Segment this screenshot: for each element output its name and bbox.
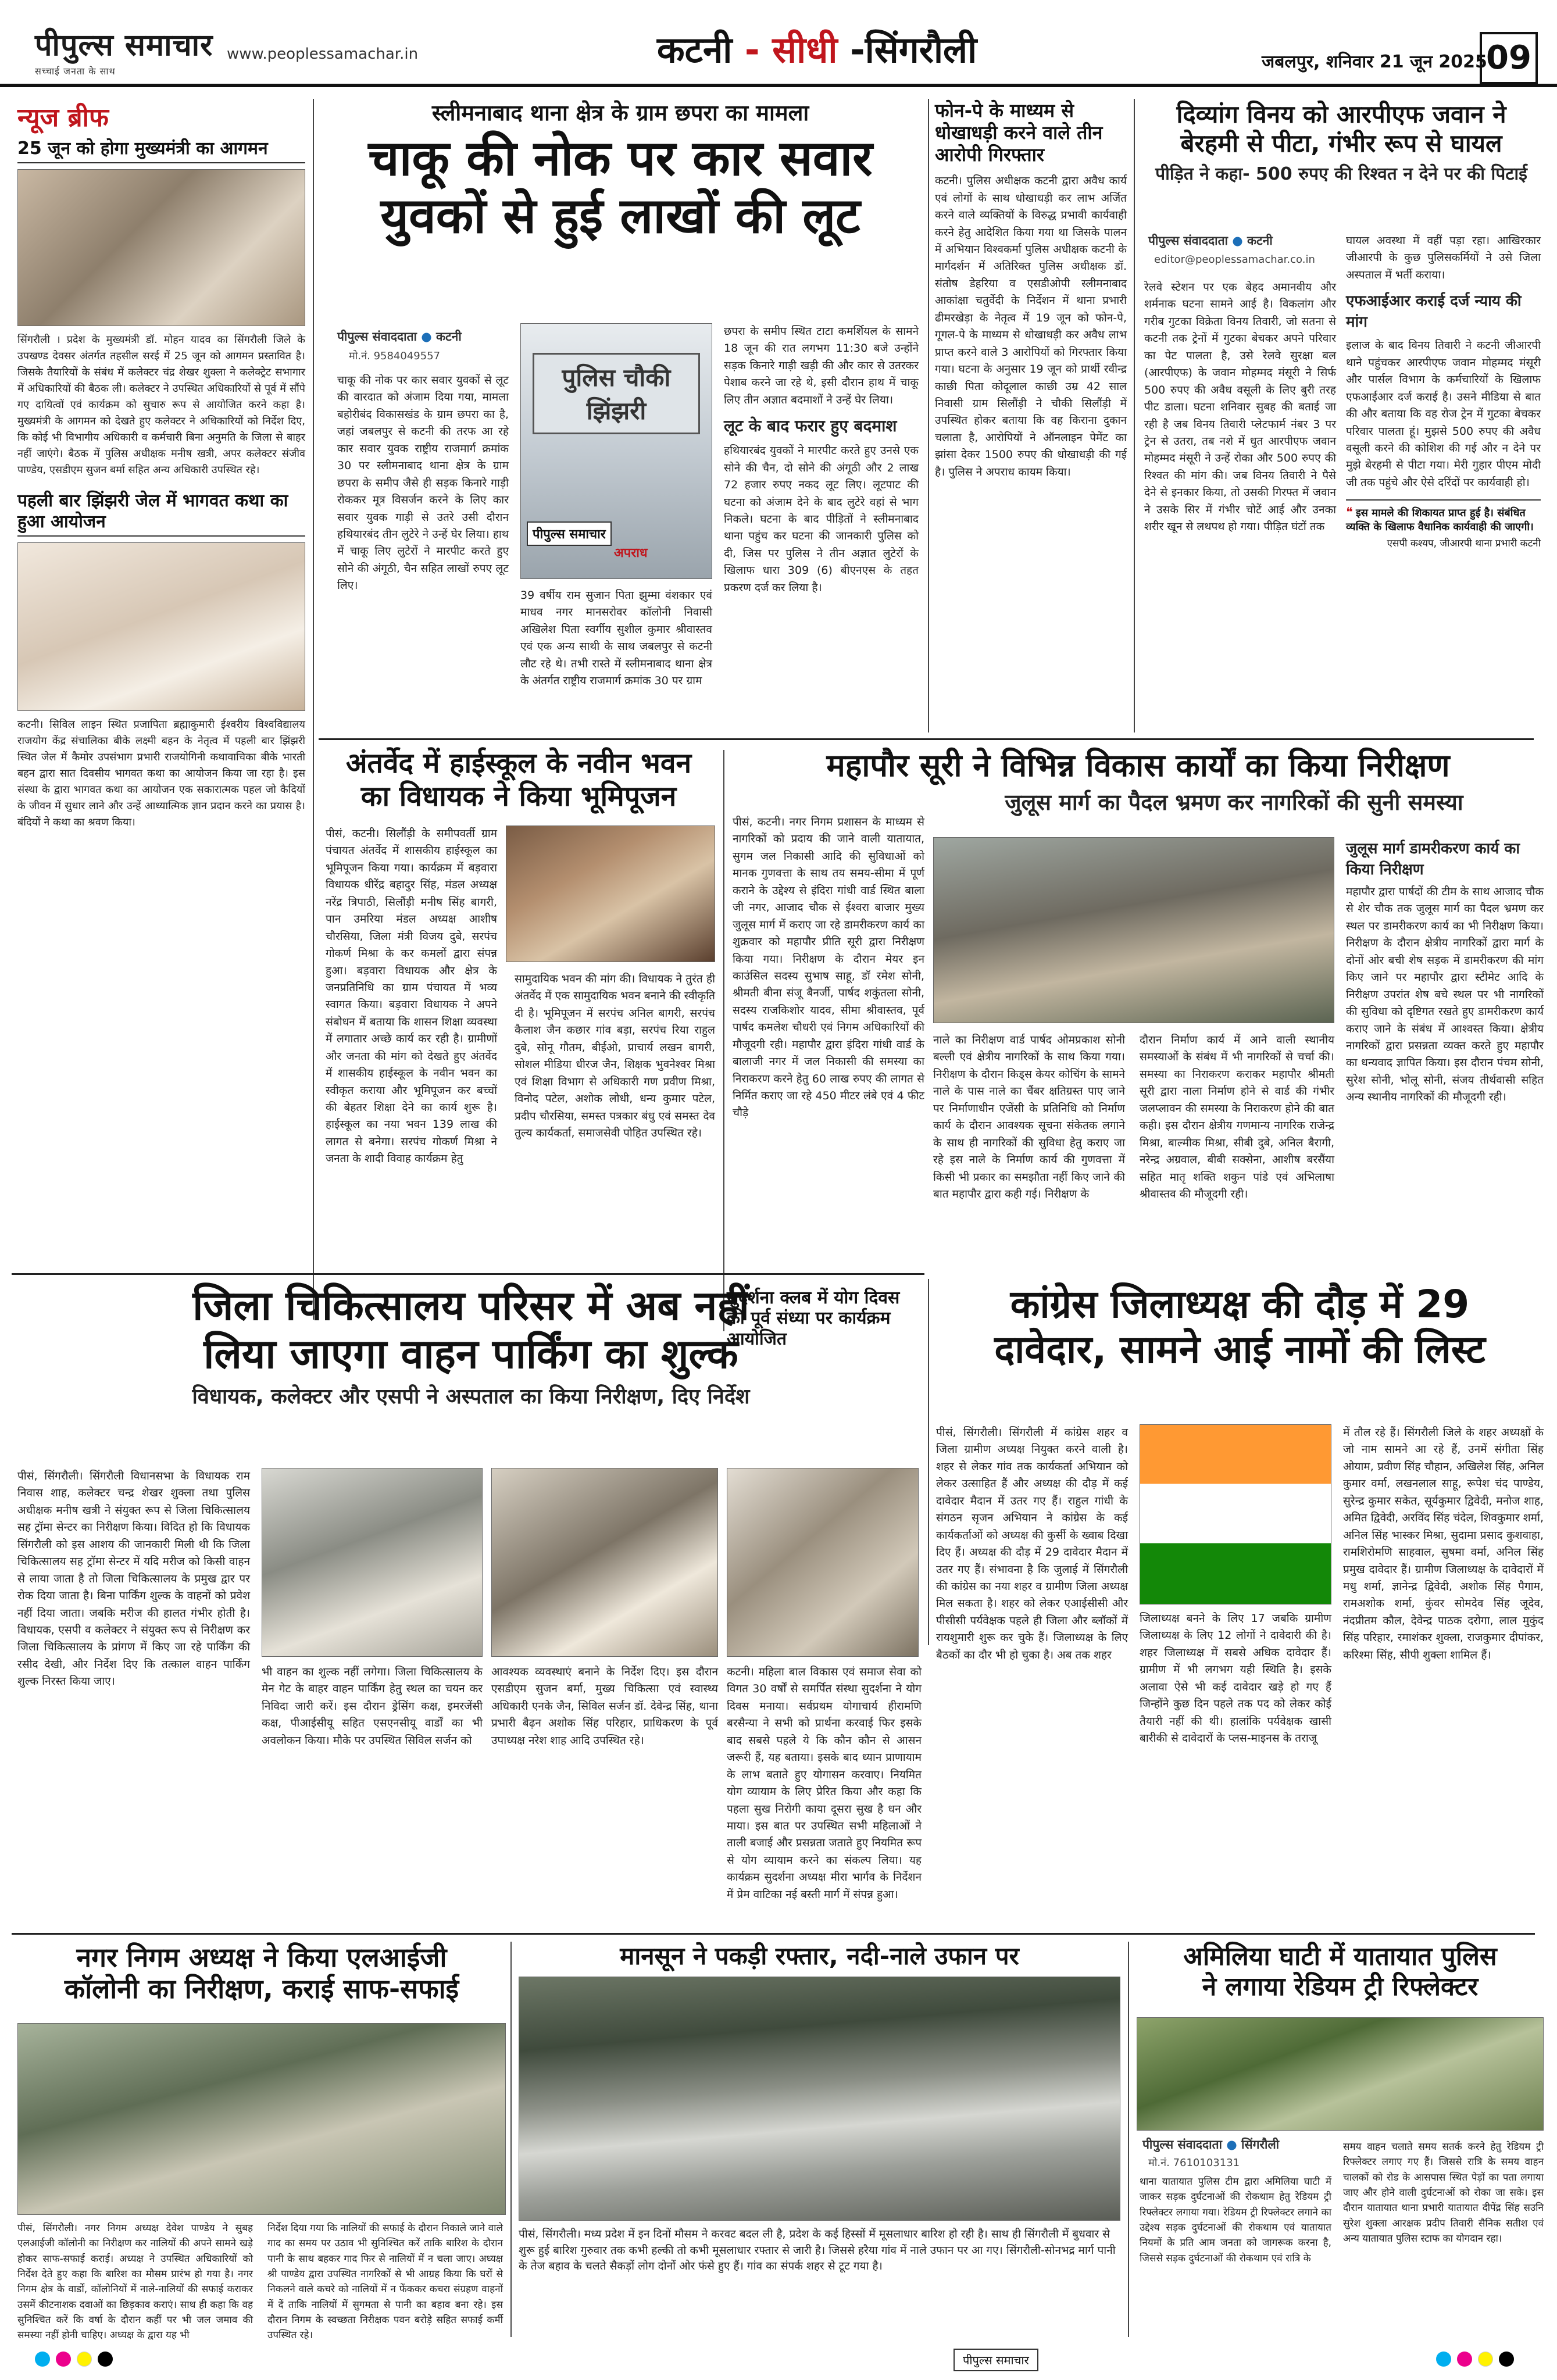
lig-colony-photo bbox=[17, 2023, 506, 2215]
phonepe-body: कटनी। पुलिस अधीक्षक कटनी द्वारा अवैध कार्य एवं लोगों के साथ धोखाधड़ी कर लाभ अर्जित करने वाले व्यक्तियों के विरुद्ध प्रभावी कार्यवाही करने हेतु आदेशित किया गया था जिसके पालन में अभियान विश्वकर्मा पुलिस अधीक्षक कटनी के मार्गदर्शन में अतिरिक्त पुलिस अधीक्षक डॉ. संतोष डेहरिया व एसडीओपी स्लीमनाबाद आकांक्षा चतुर्वेदी के निर्देशन में थाना प्रभारी ढीमरखेड़ा के नेतृत्व में 19 जून को फोन-पे, गूगल-पे के माध्यम से धोखाधड़ी कर अवैध लाभ प्राप्त करने वाले 3 आरोपियों को गिरफ्तार किया गया। घटना के अनुसार 19 जून को प्रार्थी रवीन्द्र काछी पिता कोदूलाल काछी उम्र 42 साल निवासी ग्राम सिलौंड़ी ने चौकी सिलौंड़ी में उपस्थित होकर बताया कि वह किराना दुकान चलाता है, आरोपियों ने ऑनलाइन पेमेंट का झांसा देकर 1500 रुपए की धोखाधड़ी की गई है। पुलिस ने अपराध कायम किया। bbox=[935, 174, 1127, 478]
mayor-col-1: पीसं, कटनी। नगर निगम प्रशासन के माध्यम से नागरिकों को प्रदाय की जाने वाली यातायात, सुगम जल निकासी आदि की सुविधाओं को मानक गुणवत्ता के साथ तय समय-सीमा में पूर्ण कराने के उद्देश्य से इंदिरा गांधी वार्ड स्थित बाला जी नगर, आजाद चौक से ईश्वरा बाजार मुख्य जुलूस मार्ग में कराए जा रहे डामरीकरण कार्य का शुक्रवार को महापौर प्रीति सूरी द्वारा निरीक्षण किया गया। निरीक्षण के दौरान मेयर इन काउंसिल सदस्य सुभाष साहू, डॉ रमेश सोनी, श्रीमती बीना संजू बैनर्जी, पार्षद शकुंतला सोनी, सदस्य राजकिशोर यादव, सीमा श्रीवास्तव, पूर्व पार्षद कमलेश चौधरी एवं निगम अधिकारियों की मौजूदगी रही। महापौर द्वारा इंदिरा गांधी वार्ड के बालाजी नगर में जल निकासी की समस्या का निराकरण करने हेतु 60 लाख रुपए की लागत से निर्मित कराए जा रहे 450 मीटर लंबे एवं 4 फीट चौड़े bbox=[733, 816, 924, 1120]
divyang-headline-2: बेरहमी से पीटा, गंभीर रूप से घायल bbox=[1180, 128, 1502, 158]
city-katni: कटनी bbox=[657, 28, 733, 71]
phonepe-headline: फोन-पे के माध्यम से धोखाधड़ी करने वाले तीन आरोपी गिरफ्तार bbox=[935, 99, 1103, 166]
amiliya-headline-2: ने लगाया रेडियम ट्री रिफ्लेक्टर bbox=[1202, 1971, 1479, 2002]
mayor-side-title: जुलूस मार्ग डामरीकरण कार्य का किया निरीक्षण bbox=[1346, 840, 1520, 878]
cmyk-magenta-dot bbox=[1457, 2352, 1472, 2367]
loot-story bbox=[321, 100, 920, 245]
congress-col-3: में तौल रहे हैं। सिंगरौली जिले के शहर अध्यक्षों के जो नाम सामने आ रहे हैं, उनमें संगीता सिंह ओयाम, प्रवीण सिंह चौहान, अखिलेश सिंह, अनिल कुमार वर्मा, लखनलाल साहू, रूपेश चंद पाण्डेय, सुरेन्द्र कुमार सकेत, सूर्यकुमार द्विवेदी, मनोज शाह, अमित द्विवेदी, अरविंद सिंह चंदेल, शिवकुमार शर्मा, अनिल सिंह भास्कर मिश्रा, सुदामा प्रसाद कुशवाहा, रामशिरोमणि साहवाल, सुषमा वर्मा, अनिल सिंह प्रमुख दावेदार हैं। ग्रामीण जिलाध्यक्ष के दावेदारों में मधु शर्मा, ज्ञानेन्द्र द्विवेदी, अशोक सिंह पैगाम, रामअशोक शर्मा, कुंवर सोमदेव सिंह जूदेव, नंदप्रीतम कौल, देवेन्द्र पाठक दरोगा, लाल मुकुंद सिंह परिहार, रमाशंकर शुक्ला, राजकुमार दीपांकर, करिश्मा सिंह, सीपी शुक्ला शामिल हैं। bbox=[1343, 1426, 1544, 1661]
loot-byline: पीपुल्स संवाददाता ● कटनी bbox=[337, 330, 462, 344]
column-divider bbox=[510, 1942, 512, 2337]
footer-tag: पीपुल्स समाचार bbox=[954, 2349, 1038, 2371]
congress-flag-photo bbox=[1140, 1424, 1331, 1604]
news-brief bbox=[17, 99, 305, 830]
meeting-photo bbox=[17, 169, 305, 326]
divyang-headline-1: दिव्यांग विनय को आरपीएफ जवान ने bbox=[1176, 100, 1506, 128]
mayor-subhead: जुलूस मार्ग का पैदल भ्रमण कर नागरिकों की सुनी समस्या bbox=[1005, 789, 1463, 815]
cmyk-magenta-dot bbox=[56, 2352, 71, 2367]
loot-headline-1: चाकू की नोक पर कार सवार bbox=[368, 129, 873, 187]
masthead bbox=[0, 0, 1557, 87]
brief-1-title: 25 जून को होगा मुख्यमंत्री का आगमन bbox=[17, 138, 305, 163]
amiliya-mobile: मो.नं. 7610103131 bbox=[1148, 2157, 1240, 2169]
hospital-photo-1 bbox=[262, 1468, 483, 1657]
police-chowki-photo bbox=[520, 323, 712, 579]
cmyk-black-dot bbox=[98, 2352, 113, 2367]
amiliya-col-2: समय वाहन चलाते समय सतर्क करने हेतु रेडियम ट्री रिफ्लेक्टर लगाए गए हैं। जिससे रात्रि के समय वाहन चालकों को रोड के आसपास स्थित पेड़ों का पता लगाया जाए और होने वाली दुर्घटनाओं को रोका जा सके। इस दौरान यातायात थाना प्रभारी यातायात दीपेंद्र सिंह सउनि सुरेश शुक्ला आरक्षक प्रदीप तिवारी सैनिक सतीश एवं अन्य यातायात पुलिस स्टाफ का योगदान रहा। bbox=[1343, 2141, 1544, 2245]
divyang-subhead: पीड़ित ने कहा- 500 रुपए की रिश्वत न देने पर की पिटाई bbox=[1155, 164, 1527, 185]
hospital-headline-2: लिया जाएगा वाहन पार्किंग का शुल्क bbox=[203, 1330, 738, 1378]
bhagwat-katha-photo bbox=[17, 542, 305, 711]
divyang-quote: ❝ इस मामले की शिकायत प्राप्त हुई है। संबंधित व्यक्ति के खिलाफ वैधानिक कार्यवाही की जाएगी। एसपी कश्यप, जीआरपी थाना प्रभारी कटनी bbox=[1346, 499, 1541, 549]
tree-reflector-photo bbox=[1137, 2017, 1544, 2131]
hospital-subhead: विधायक, कलेक्टर और एसपी ने अस्पताल का किया निरीक्षण, दिए निर्देश bbox=[192, 1385, 750, 1409]
hospital-col-2: भी वाहन का शुल्क नहीं लगेगा। जिला चिकित्सालय के मेन गेट के बाहर वाहन पार्किंग हेतु स्थल का चयन कर निविदा जारी करें। इस दौरान ड्रेसिंग कक्ष, इमरजेंसी कक्ष, पीआईसीयू सहित एसएनसीयू वार्डों का भी अवलोकन किया। मौके पर उपस्थित सिविल सर्जन को bbox=[262, 1666, 483, 1747]
cmyk-black-dot bbox=[1499, 2352, 1514, 2367]
divyang-email[interactable]: editor@peoplessamachar.co.in bbox=[1154, 253, 1315, 266]
photo-tag: पीपुल्स समाचार bbox=[527, 521, 612, 546]
mayor-col-3: दौरान निर्माण कार्य में आने वाली स्थानीय समस्याओं के संबंध में भी नागरिकों से चर्चा की। समस्या का निराकरण कराकर महापौर श्रीमती सूरी द्वारा नाला निर्माण होने से वार्ड की गंभीर जलप्लावन की समस्या के निराकरण होने की बात कही। इस दौरान क्षेत्रीय गणमान्य नागरिक राजेन्द्र मिश्रा, बाल्मीक मिश्रा, सीबी दुबे, अनिल बैरागी, नरेन्द्र अग्रवाल, बीबी सक्सेना, आशीष बरसैंया सहित मातृ शक्ति शकुन पांडे एवं अभिलाषा श्रीवास्तव की मौजूदगी रही। bbox=[1140, 1034, 1334, 1200]
yoga-body: कटनी। महिला बाल विकास एवं समाज सेवा को विगत 30 वर्षों से समर्पित संस्था सुदर्शना ने योग दिवस मनाया। सर्वप्रथम योगाचार्य हीरामणि बरसैन्या ने सभी को प्रार्थना करवाई फिर इसके बाद सबसे पहले ये कि कौन कौन से आसन जरूरी हैं, यह बताया। इसके बाद ध्यान प्राणायाम के लाभ बताते हुए योगासन करवाए। नियमित योग व्यायाम के लिए प्रेरित किया और कहा कि पहला सुख निरोगी काया दूसरा सुख है धन और माया। इस बात पर उपस्थित सभी महिलाओं ने ताली बजाई और प्रसन्नता जताते हुए नियमित रूप से योग व्यायाम करने का संकल्प लिया। यह कार्यक्रम सुदर्शना अध्यक्ष मीरा भार्गव के निर्देशन में प्रेम वाटिका नई बस्ती मार्ग में संपन्न हुआ। bbox=[727, 1666, 922, 1901]
school-story bbox=[321, 747, 716, 813]
page-number: 09 bbox=[1480, 32, 1538, 84]
monsoon-headline: मानसून ने पकड़ी रफ्तार, नदी-नाले उफान पर bbox=[620, 1942, 1019, 1970]
column-divider bbox=[1128, 1942, 1129, 2337]
school-headline-1: अंतर्वेद में हाईस्कूल के नवीन भवन bbox=[345, 747, 692, 780]
mayor-story bbox=[733, 747, 1544, 817]
amiliya-col-1: थाना यातायात पुलिस टीम द्वारा अमिलिया घाटी में जाकर सड़क दुर्घटनाओं की रोकथाम हेतु रेडियम ट्री रिफ्लेक्टर लगाया गया। रेडियम ट्री रिफ्लेक्टर लगाने का उद्देश्य सड़क दुर्घटनाओं की रोकथाम एवं यातायात नियमों के प्रति आम जनता को जागरूक करना है, जिससे सड़क दुर्घटनाओं की रोकथाम एवं रात्रि के bbox=[1140, 2176, 1331, 2264]
congress-col-1: पीसं, सिंगरौली। सिंगरौली में कांग्रेस शहर व जिला ग्रामीण अध्यक्ष नियुक्त करने वाली है। शहर से लेकर गांव तक कार्यकर्ता अभियान को लेकर उत्साहित हैं और अध्यक्ष की दौड़ में कई दावेदार मैदान में उतर गए हैं। राहुल गांधी के संगठन सृजन अभियान ने कांग्रेस के कई कार्यकर्ताओं को अध्यक्ष की कुर्सी के ख्वाब दिखा दिए हैं। अध्यक्ष की दौड़ में 29 दावेदार मैदान में उतर गए हैं। संभावना है कि जुलाई में सिंगरौली की कांग्रेस का नया शहर व ग्रामीण जिला अध्यक्ष मिल सकता है। शहर को लेकर एआईसीसी और पीसीसी पर्यवेक्षक पहले ही जिला और ब्लॉकों में रायशुमारी शुरू कर चुके हैं। जिलाध्यक्ष के लिए बैठकों का दौर भी हो चुका है। अब तक शहर bbox=[936, 1426, 1128, 1661]
divyang-col-1: रेलवे स्टेशन पर एक बेहद अमानवीय और शर्मनाक घटना सामने आई है। विकलांग और गरीब गुटका विक्रेता विनय तिवारी, जो सतना से कटनी तक ट्रेनों में गुटका बेचकर अपने परिवार का पेट पालता है, उसे रेलवे सुरक्षा बल (आरपीएफ) के जवान मोहम्मद मंसूरी ने सिर्फ 500 रुपए की अवैध वसूली के लिए बुरी तरह पीट डाला। घटना शनिवार सुबह की बताई जा रही है जब विनय तिवारी प्लेटफार्म नंबर 3 पर ट्रेन से उतरा, तब नशे में धुत आरपीएफ जवान मोहम्मद मंसूरी ने उन्हें रोका और 500 रुपए की रिश्वत की मांग की। जब विनय तिवारी ने पैसे देने से इनकार किया, तो उसकी गिरफ्त में जवान ने उसके सिर में गंभीर चोटें आई और उनका शरीर खून से लथपथ हो गया। पीड़ित घंटों तक bbox=[1144, 281, 1336, 534]
quote-icon: ❝ bbox=[1346, 505, 1353, 520]
dateline: जबलपुर, शनिवार 21 जून 2025 bbox=[1262, 52, 1487, 72]
school-col-2: सामुदायिक भवन की मांग की। विधायक ने तुरंत ही अंतर्वेद में एक सामुदायिक भवन बनाने की स्वीकृति दी है। भूमिपूजन में सरपंच अनिल बागरी, सरपंच कैलाश जैन कछार गांव बड़ा, सरपंच रिया राहुल दुबे, सोनू गौतम, बीईओ, प्राचार्य लखन बागरी, सोशल मीडिया धीरज जैन, शिक्षक भुवनेश्वर मिश्रा एवं शिक्षा विभाग से अधिकारी गण प्रवीण मिश्रा, विनोद पटेल, अशोक लोधी, धन्य कुमार पटेल, प्रदीप चौरसिया, समस्त पत्रकार बंधु एवं समस्त देव तुल्य कार्यकर्ता, समाजसेवी पोहित उपस्थित रहे। bbox=[515, 973, 715, 1139]
city-singrauli: सिंगरौली bbox=[865, 28, 977, 71]
edition-cities: कटनी - सीधी -सिंगरौली bbox=[657, 28, 977, 71]
loot-mobile: मो.नं. 9584049557 bbox=[349, 350, 441, 362]
mayor-side bbox=[1346, 837, 1544, 1106]
website-link[interactable]: www.peoplessamachar.in bbox=[227, 45, 419, 63]
loot-subhead: लूट के बाद फरार हुए बदमाश bbox=[724, 416, 897, 436]
hospital-col-1: पीसं, सिंगरौली। सिंगरौली विधानसभा के विधायक राम निवास शाह, कलेक्टर चन्द्र शेखर शुक्ला तथा पुलिस अधीक्षक मनीष खत्री ने संयुक्त रूप से जिला चिकित्सालय सह ट्रॉमा सेन्टर का निरीक्षण किया। विदित हो कि विधायक सिंगरौली को इस आशय की जानकारी मिली थी कि जिला चिकित्सालय सह ट्रॉमा सेन्टर में यदि मरीज को किसी वाहन से लाया जाता है तो जिला चिकित्सालय के प्रमुख द्वार पर रोक दिया जाता है। बिना पार्किंग शुल्क के वाहनों को प्रवेश नहीं दिया जाता। जबकि मरीज की हालत गंभीर होती है। विधायक, एसपी व कलेक्टर ने संयुक्त रूप से निरीक्षण कर जिला चिकित्सालय के प्रांगण में किए जा रहे पार्किंग की रसीद देखी, और निर्देश दिए कि तत्काल वाहन पार्किंग शुल्क निरस्त किया जाए। bbox=[17, 1470, 250, 1688]
column-divider bbox=[928, 99, 929, 732]
divyang-col-2: घायल अवस्था में वहीं पड़ा रहा। आखिरकार जीआरपी के कुछ पुलिसकर्मियों ने उसे जिला अस्पताल में भर्ती कराया। एफआईआर कराई दर्ज न्याय की मांग इलाज के बाद विनय तिवारी ने कटनी जीआरपी थाने पहुंचकर आरपीएफ जवान मोहम्मद मंसूरी और पार्सल विभाग के कर्मचारियों के खिलाफ एफआईआर दर्ज कराई है। उसने मीडिया से बात की और बताया कि वह रोज ट्रेन में गुटका बेचकर परिवार पालता हूं। मुझसे 500 रुपए की अवैध वसूली करने की कोशिश की गई और न देने पर मुझे बेरहमी से पीटा गया। मेरी गुहार पीएम मोदी जी तक पहुंचे और ऐसे दरिंदों पर कार्यवाही हो। ❝ इस मामले की शिकायत प्राप्त हुई है। संबंधित व्यक्ति के खिलाफ वैधानिक कार्यवाही की जाएगी। एसपी कश्यप, जीआरपी थाना प्रभारी कटनी bbox=[1346, 234, 1541, 550]
yoga-story-content bbox=[727, 1664, 922, 1903]
section-divider bbox=[319, 738, 1534, 740]
crime-label: अपराध bbox=[614, 546, 648, 560]
mayor-inspection-photo bbox=[933, 837, 1334, 1023]
amiliya-byline: पीपुल्स संवाददाता ● सिंगरौली bbox=[1142, 2138, 1280, 2152]
mayor-side-body: महापौर द्वारा पार्षदों की टीम के साथ आजाद चौक से शेर चौक तक जुलूस मार्ग का पैदल भ्रमण कर स्थल पर डामरीकरण कार्य का भी निरीक्षण किया। निरीक्षण के दौरान क्षेत्रीय नागरिकों द्वारा मार्ग के दोनों ओर बची शेष सड़क में डामरीकरण की मांग किए जाने पर महापौर द्वारा स्टीमेट आदि के निरीक्षण उपरांत शेष बचे स्थल पर भी नागरिकों की सुविधा को दृष्टिगत रखते हुए डामरीकरण कार्य कराए जाने के संबंध में आश्वस्त किया। क्षेत्रीय नागरिकों द्वारा प्रसन्नता व्यक्त करते हुए महापौर का धन्यवाद ज्ञापित किया। इस दौरान पंचम सोनी, सुरेश सोनी, भोलू सोनी, संजय तीर्थवासी सहित अन्य स्थानीय नागरिकों की मौजूदगी रही। bbox=[1346, 885, 1544, 1104]
city-sidhi: सीधी bbox=[772, 28, 838, 71]
congress-story bbox=[936, 1282, 1544, 1373]
brief-1-body: सिंगरौली । प्रदेश के मुख्यमंत्री डॉ. मोहन यादव का सिंगरौली जिले के उपखण्ड देवसर अंतर्गत तहसील सरई में 25 जून को आगमन प्रस्तावित है। जिसके तैयारियों के संबंध में कलेक्टर चंद्र शेखर शुक्ला ने कलेक्ट्रेट सभागार में अधिकारियों की बैठक ली। कलेक्टर ने उपस्थित अधिकारियों से पूर्व में सौंपे गए दायित्वों एवं कार्यक्रम को सुचारु रूप से आयोजित करने कहा है। मुख्यमंत्री के आगमन को देखते हुए कलेक्टर ने अधिकारियों को निर्देश दिए, कि कोई भी विभागीय अधिकारी व कर्मचारी बिना अनुमति के जिला से बाहर नहीं जाएंगे। बैठक में पुलिस अधीक्षक मनीष खत्री, अपर कलेक्टर संजीव पाण्डेय, एसडीएम सुजन बर्मा सहित अन्य अधिकारी उपस्थित रहे। bbox=[17, 334, 305, 476]
nagar-headline-1: नगर निगम अध्यक्ष ने किया एलआईजी bbox=[76, 1942, 447, 1973]
column-divider bbox=[723, 750, 724, 1331]
divyang-byline: पीपुल्स संवाददाता ● कटनी bbox=[1148, 234, 1273, 248]
hospital-photo-3 bbox=[727, 1468, 919, 1657]
brand-name: पीपुल्स समाचार bbox=[35, 28, 213, 63]
loot-col-2: 39 वर्षीय राम सुजान पिता झुम्मा वंशकार एवं माधव नगर मानसरोवर कॉलोनी निवासी अखिलेश पिता स्वर्गीय सुशील कुमार श्रीवास्तव एवं एक अन्य साथी के साथ जबलपुर से कटनी लौट रहे थे। तभी रास्ते में स्लीमनाबाद थाना क्षेत्र के अंतर्गत राष्ट्रीय राजमार्ग क्रमांक 30 पर ग्राम bbox=[520, 589, 712, 688]
congress-col-2: जिलाध्यक्ष बनने के लिए 17 जबकि ग्रामीण जिलाध्यक्ष के लिए 12 लोगों ने दावेदारी की है। शहर जिलाध्यक्ष में सबसे अधिक दावेदार हैं। ग्रामीण में भी लगभग यही स्थिति है। इसके अलावा ऐसे भी कई दावेदार खड़े हो गए हैं जिन्होंने कुछ दिन पहले तक पद को लेकर कोई तैयारी नहीं की थी। हालांकि पर्यवेक्षक खासी बारीकी से दावेदारों के प्लस-माइनस के तराजू bbox=[1140, 1612, 1331, 1745]
amiliya-story bbox=[1137, 1942, 1544, 2002]
nagar-headline-2: कॉलोनी का निरीक्षण, कराई साफ-सफाई bbox=[64, 1973, 459, 2005]
monsoon-story bbox=[519, 1942, 1120, 1971]
brand-logo bbox=[35, 23, 213, 77]
nagar-col-2: निर्देश दिया गया कि नालियों की सफाई के दौरान निकाले जाने वाले गाद का समय पर उठाव भी सुनिश्चित करें ताकि बारिश के दौरान पानी के साथ बहकर गाद फिर से नालियों में न चला जाए। अध्यक्ष श्री पाण्डेय द्वारा उपस्थित नागरिकों से भी आग्रह किया कि घरों से निकलने वाले कचरे को नालियों में न फेंककर कचरा संग्रहण वाहनों में दें ताकि नालियों में सुगमता से पानी का बहाव बना रहे। इस दौरान निगम के स्वच्छता निरीक्षक पवन बरोड़े सहित सफाई कर्मी उपस्थित रहे। bbox=[267, 2222, 503, 2342]
loot-kicker: स्लीमनाबाद थाना क्षेत्र के ग्राम छपरा का मामला bbox=[431, 100, 809, 126]
phonepe-story bbox=[935, 100, 1127, 481]
section-divider bbox=[12, 1933, 1535, 1935]
monsoon-body: पीसं, सिंगरौली। मध्य प्रदेश में इन दिनों मौसम ने करवट बदल ली है, प्रदेश के कई हिस्सों में मूसलाधार बारिश हो रही है। साथ ही सिंगरौली में बुधवार से शुरू हुई बारिश गुरुवार तक कभी हल्की तो कभी मूसलाधार रफ्तार से जारी है। जिससे हरैया गांव में नाले उफान पर आ गए। सिंगरौली-सोनभद्र मार्ग पानी के तेज बहाव के चलते सैकड़ों लोग दोनों ओर फंसे हुए हैं। गांव का संपर्क शहर से टूट गया है। bbox=[519, 2228, 1116, 2273]
nagar-col-1: पीसं, सिंगरौली। नगर निगम अध्यक्ष देवेश पाण्डेय ने सुबह एलआईजी कॉलोनी का निरीक्षण कर नालियों की अपने सामने खड़े होकर साफ-सफाई कराई। अध्यक्ष ने उपस्थित अधिकारियों को निर्देश देते हुए कहा कि बारिश का मौसम प्रारंभ हो गया है। नगर निगम क्षेत्र के वार्डों, कॉलोनियों में नाले-नालियों की सफाई कराकर उसमें कीटनाशक दवाओं का छिड़काव कराएं। साथ ही कहा कि वह सुनिश्चित करें कि वर्षा के दौरान कहीं पर भी जल जमाव की समस्या नहीं होनी चाहिए। अध्यक्ष के द्वारा यह भी bbox=[17, 2222, 253, 2342]
mayor-headline: महापौर सूरी ने विभिन्न विकास कार्यों का किया निरीक्षण bbox=[826, 747, 1450, 784]
brief-2-body: कटनी। सिविल लाइन स्थित प्रजापिता ब्रह्माकुमारी ईश्वरीय विश्वविद्यालय राजयोग केंद्र संचालिका बीके लक्ष्मी बहन के नेतृत्व में पहली बार झिंझरी स्थित जेल में कैमोर उपसंभाग प्रभारी राजयोगिनी कथावाचिका बीके भारती बहन द्वारा सात दिवसीय भागवत कथा का आयोजन किया जा रहा है। इस संस्था के द्वारा भागवत कथा का आयोजन एक सकारात्मक पहल जो कैदियों के जीवन में सुधार लाने और उन्हें आध्यात्मिक ज्ञान प्रदान करने का प्रयास है। बंदियों ने कथा का श्रवण किया। bbox=[17, 719, 305, 828]
amiliya-headline-1: अमिलिया घाटी में यातायात पुलिस bbox=[1183, 1942, 1497, 1971]
congress-headline-1: कांग्रेस जिलाध्यक्ष की दौड़ में 29 bbox=[1010, 1282, 1470, 1327]
congress-headline-2: दावेदार, सामने आई नामों की लिस्ट bbox=[994, 1327, 1485, 1372]
loot-col-1: चाकू की नोक पर कार सवार युवकों से लूट की वारदात को अंजाम दिया गया, मामला बहोरीबंद विकासखंड के ग्राम छपरा का है, जहां जबलपुर से कटनी की तरफ आ रहे कार सवार युवक राष्ट्रीय राजमार्ग क्रमांक 30 पर स्लीमनाबाद थाना क्षेत्र के ग्राम छपरा के समीप जैसे ही सड़क किनारे गाड़ी रोककर मूत्र विसर्जन करने के लिए कार सवार युवक गाड़ी से उतरे उसी दौरान हथियारबंद तीन लुटेरे ने उन्हें घेर लिया। हाथ में चाकू लिए लुटेरों ने मारपीट करते हुए सोने की अंगूठी, चैन सहित लाखों रुपए लूट लिए। bbox=[337, 374, 509, 592]
chowki-sign: पुलिस चौकी झिंझरी bbox=[533, 353, 700, 434]
hospital-photo-2 bbox=[491, 1468, 718, 1657]
cmyk-yellow-dot bbox=[77, 2352, 92, 2367]
section-divider bbox=[12, 1273, 924, 1275]
brand-tagline: सच्चाई जनता के साथ bbox=[35, 66, 116, 77]
hospital-col-3: आवश्यक व्यवस्थाएं बनाने के निर्देश दिए। इस दौरान एसडीएम सुजन बर्मा, मुख्य चिकित्सा एवं स्वास्थ्य अधिकारी एनके जैन, सिविल सर्जन डॉ. देवेन्द्र सिंह, थाना प्रभारी बैढ़न अशोक सिंह परिहार, प्राधिकरण के पूर्व उपाध्यक्ष नरेश शाह आदि उपस्थित रहे। bbox=[491, 1666, 718, 1747]
school-col-1: पीसं, कटनी। सिलौंड़ी के समीपवर्ती ग्राम पंचायत अंतर्वेद में शासकीय हाईस्कूल का भूमिपूजन किया गया। कार्यक्रम में बड़वारा विधायक धीरेंद्र बहादुर सिंह, मंडल अध्यक्ष नरेंद्र त्रिपाठी, सिलौंड़ी मनीष सिंह बागरी, पान उमरिया मंडल अध्यक्ष आशीष चौरसिया, जिला मंत्री विजय दुबे, सरपंच गोकर्ण मिश्रा के कर कमलों द्वारा संपन्न हुआ। बड़वारा विधायक और क्षेत्र के जनप्रतिनिधि का ग्राम पंचायत में भव्य स्वागत किया। बड़वारा विधायक ने अपने संबोधन में बताया कि शासन शिक्षा व्यवस्था में लगातार अच्छे कार्य कर रही है। ग्रामीणों और जनता की मांग को देखते हुए अंतर्वेद में शासकीय हाईस्कूल के नवीन भवन का स्वीकृत कराया और भूमिपूजन कर बच्चों की बेहतर शिक्षा देने का कार्य शुरू है। हाईस्कूल का नया भवन 139 लाख की लागत से बनेगा। सरपंच गोकर्ण मिश्रा ने जनता के शादी विवाह कार्यक्रम हेतु bbox=[326, 827, 497, 1166]
school-headline-2: का विधायक ने किया भूमिपूजन bbox=[360, 780, 677, 813]
column-divider bbox=[313, 99, 314, 1320]
mayor-col-2: नाले का निरीक्षण वार्ड पार्षद ओमप्रकाश सोनी बल्ली एवं क्षेत्रीय नागरिकों के साथ किया गया। निरीक्षण के दौरान किड्स केयर कोचिंग के सामने नाले के पास नाले का चैंबर क्षतिग्रस्त पाए जाने पर निर्माणाधीन एजेंसी के प्रतिनिधि को निर्माण कार्य के दौरान आवश्यक सूचना संकेतक लगाने के साथ ही नागरिकों की सुविधा हेतु कराए जा रहे इस नाले के निर्माण कार्य की गुणवत्ता में किसी भी प्रकार का समझौता नहीं किए जाने की बात महापौर द्वारा कही गई। निरीक्षण के bbox=[933, 1034, 1125, 1200]
flood-photo bbox=[519, 1977, 1120, 2221]
cmyk-cyan-dot bbox=[1436, 2352, 1451, 2367]
column-divider bbox=[1134, 99, 1135, 732]
nagar-nigam-story bbox=[17, 1942, 506, 2005]
cmyk-cyan-dot bbox=[35, 2352, 50, 2367]
yoga-headline: सुदर्शना क्लब में योग दिवस की पूर्व संध्या पर कार्यक्रम आयोजित bbox=[727, 1288, 900, 1349]
yoga-story bbox=[727, 1288, 922, 1349]
divyang-subhead-2: एफआईआर कराई दर्ज न्याय की मांग bbox=[1346, 292, 1522, 331]
quote-attribution: एसपी कश्यप, जीआरपी थाना प्रभारी कटनी bbox=[1387, 538, 1541, 550]
hospital-headline-1: जिला चिकित्सालय परिसर में अब नहीं bbox=[192, 1282, 749, 1330]
divyang-story bbox=[1141, 100, 1542, 185]
column-divider bbox=[928, 1279, 929, 1645]
loot-headline-2: युवकों से हुई लाखों की लूट bbox=[380, 187, 860, 244]
loot-col-3: छपरा के समीप स्थित टाटा कमर्शियल के सामने 18 जून की रात लगभग 11:30 बजे उन्होंने सड़क किनारे गाड़ी खड़ी की और कार से उतरकर पेशाब करने जा रहे थे, इसी दौरान हाथ में चाकू लिए तीन अज्ञात बदमाशों ने उन्हें घेर लिया। लूट के बाद फरार हुए बदमाश हथियारबंद युवकों ने मारपीट करते हुए उनसे एक सोने की चैन, दो सोने की अंगूठी और 2 लाख 72 हजार रुपए नकद लूट लिए। लूटपाट की घटना को अंजाम देने के बाद लुटेरे वहां से भाग निकले। घटना के बाद पीड़ितों ने स्लीमनाबाद थाना पहुंच कर घटना की जानकारी पुलिस को दी, जिस पर पुलिस ने तीन अज्ञात लुटेरों के खिलाफ धारा 309 (6) बीएनएस के तहत प्रकरण दर्ज कर लिया है। bbox=[724, 325, 919, 594]
brief-2-title: पहली बार झिंझरी जेल में भागवत कथा का हुआ आयोजन bbox=[17, 491, 305, 537]
bhoomipujan-photo bbox=[506, 826, 715, 962]
cmyk-yellow-dot bbox=[1478, 2352, 1493, 2367]
news-brief-label: न्यूज ब्रीफ bbox=[17, 103, 109, 133]
